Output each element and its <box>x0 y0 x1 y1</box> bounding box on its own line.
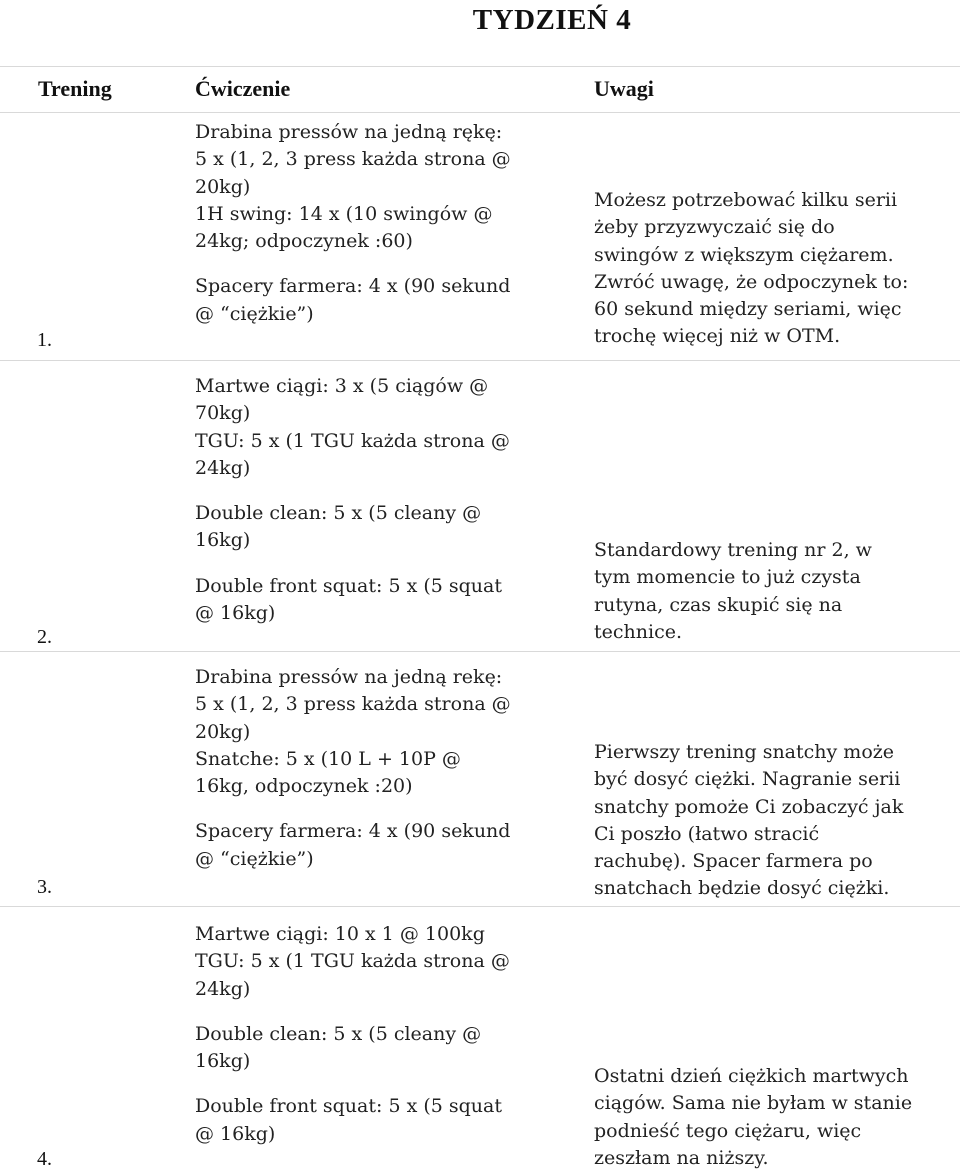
note-line: Pierwszy trening snatchy może <box>594 741 895 763</box>
exercise-line: 5 x (1, 2, 3 press każda strona @ <box>195 693 511 716</box>
note-line: snatchach będzie dosyć ciężki. <box>594 877 890 900</box>
exercise-line: Spacery farmera: 4 x (90 sekund <box>195 275 511 298</box>
note-line: być dosyć ciężki. Nagranie serii <box>594 768 901 791</box>
exercise-line: 24kg) <box>195 456 251 479</box>
note-line: zeszłam na niższy. <box>594 1146 769 1169</box>
exercise-cell <box>195 664 575 873</box>
exercise-cell <box>195 921 575 1148</box>
note-line: 60 sekund między seriami, więc <box>594 298 902 321</box>
note-line: ciągów. Sama nie byłam w stanie <box>594 1092 913 1115</box>
exercise-line: 16kg, odpoczynek :20) <box>195 775 413 798</box>
exercise-line: 70kg) <box>195 402 251 425</box>
exercise-line: 5 x (1, 2, 3 press każda strona @ <box>195 148 511 171</box>
exercise-line: Double clean: 5 x (5 cleany @ <box>195 502 482 525</box>
header-cwiczenie: Ćwiczenie <box>195 76 291 101</box>
exercise-line: 1H swing: 14 x (10 swingów @ <box>195 202 493 225</box>
header-trening: Trening <box>38 76 112 101</box>
note-line: tym momencie to już czysta <box>594 566 861 589</box>
note-line: rachubę). Spacer farmera po <box>594 850 873 873</box>
note-line: Zwróć uwagę, że odpoczynek to: <box>594 270 909 293</box>
note-line: Możesz potrzebować kilku serii <box>594 189 898 211</box>
note-line: podnieść tego ciężaru, więc <box>594 1119 862 1142</box>
table-row-2 <box>0 361 960 651</box>
exercise-line: @ “ciężkie”) <box>195 302 314 325</box>
exercise-line: 20kg) <box>195 720 251 743</box>
exercise-line: @ “ciężkie”) <box>195 847 314 870</box>
exercise-line: Drabina pressów na jedną rękę: <box>195 121 503 143</box>
row-number: 4. <box>37 1148 52 1170</box>
exercise-line: Drabina pressów na jedną rekę: <box>195 666 503 688</box>
note-line: Ci poszło (łatwo stracić <box>594 822 820 845</box>
exercise-line: TGU: 5 x (1 TGU każda strona @ <box>195 429 510 452</box>
note-line: snatchy pomoże Ci zobaczyć jak <box>594 795 904 818</box>
notes-cell <box>594 1063 954 1172</box>
note-line: żeby przyzwyczaić się do <box>594 216 835 239</box>
page-title: TYDZIEŃ 4 <box>472 4 632 36</box>
table-row-1 <box>0 113 960 360</box>
note-line: swingów z większym ciężarem. <box>594 243 894 266</box>
exercise-line: 20kg) <box>195 175 251 198</box>
table-row-3 <box>0 652 960 906</box>
exercise-line: Double clean: 5 x (5 cleany @ <box>195 1022 482 1045</box>
note-line: technice. <box>594 620 682 643</box>
exercise-line: 16kg) <box>195 1050 251 1073</box>
note-line: Standardowy trening nr 2, w <box>594 539 872 561</box>
exercise-line: TGU: 5 x (1 TGU każda strona @ <box>195 950 510 973</box>
row-number: 1. <box>37 329 52 351</box>
exercise-line: Spacery farmera: 4 x (90 sekund <box>195 820 511 843</box>
header-uwagi: Uwagi <box>594 76 654 101</box>
exercise-line: Snatche: 5 x (10 L + 10P @ <box>195 747 461 770</box>
exercise-line: Martwe ciągi: 3 x (5 ciągów @ <box>195 375 489 397</box>
exercise-line: 24kg) <box>195 977 251 1000</box>
notes-cell <box>594 537 954 646</box>
note-line: rutyna, czas skupić się na <box>594 593 843 616</box>
note-line: Ostatni dzień ciężkich martwych <box>594 1065 909 1087</box>
notes-cell <box>594 739 954 903</box>
exercise-line: 16kg) <box>195 529 251 552</box>
note-line: trochę więcej niż w OTM. <box>594 325 841 348</box>
notes-cell <box>594 187 954 351</box>
table-header-row <box>0 66 960 112</box>
row-number: 3. <box>37 876 52 898</box>
table-row-4 <box>0 907 960 1175</box>
exercise-line: Double front squat: 5 x (5 squat <box>195 574 502 597</box>
exercise-line: Martwe ciągi: 10 x 1 @ 100kg <box>195 923 485 945</box>
exercise-line: 24kg; odpoczynek :60) <box>195 230 413 253</box>
exercise-line: @ 16kg) <box>195 602 276 625</box>
exercise-cell <box>195 373 575 627</box>
exercise-line: @ 16kg) <box>195 1122 276 1145</box>
row-number: 2. <box>37 626 52 648</box>
exercise-cell <box>195 119 575 328</box>
exercise-line: Double front squat: 5 x (5 squat <box>195 1095 502 1118</box>
